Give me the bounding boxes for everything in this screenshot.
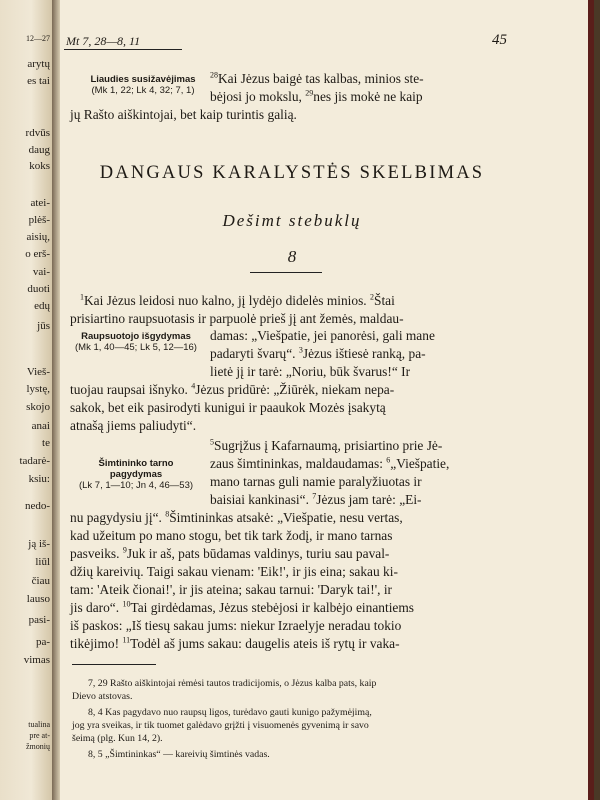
- verse-text: pasveiks.: [70, 546, 120, 561]
- side-note-ref: (Mk 1, 40—45; Lk 5, 12—16): [75, 342, 197, 353]
- verse-line: [210, 455, 449, 473]
- verse-text: Juk ir aš, pats būdamas valdinys, turiu sau paval-: [126, 546, 390, 561]
- verse-text: prisiartino raupsuotasis ir parpuolė prieš jį ant žemės, maldau-: [70, 311, 404, 326]
- left-page-text-fragment: rdvūs: [25, 127, 50, 139]
- left-page-text-fragment: vai-: [32, 266, 50, 278]
- verse-text: lietė jį ir tarė: „Noriu, būk švarus!“ Ir: [210, 364, 411, 379]
- footnote-line: jog yra sveikas, ir tik tuomet galėdavo grįžti į visuomenės gyvenimą ir savo: [72, 720, 369, 731]
- verse-line: [210, 491, 422, 509]
- verse-line: [70, 509, 403, 527]
- verse-number: 6: [386, 455, 391, 465]
- left-page-text-fragment: edų: [34, 300, 50, 312]
- left-page-text-fragment: ją iš-: [28, 538, 50, 550]
- verse-text: Kai Jėzus baigė tas kalbas, minios ste-: [218, 71, 424, 86]
- verse-number: 11: [122, 635, 131, 645]
- verse-text: tam: 'Ateik čionai!', ir jis ateina; sakau tarnui: 'Daryk tai!', ir: [70, 582, 392, 597]
- verse-line: [210, 437, 442, 455]
- verse-text: nes jis mokė ne kaip: [313, 89, 423, 104]
- verse-line: [80, 292, 395, 310]
- left-page-text-fragment: jūs: [37, 320, 50, 332]
- side-note-title: Liaudies susižavėjimas: [90, 74, 196, 85]
- left-page-text-fragment: skojo: [26, 401, 50, 413]
- side-note-title: Šimtininko tarno pagydymas: [98, 458, 174, 480]
- left-page-text-fragment: arytų: [27, 58, 50, 70]
- left-page-text-fragment: pre at-: [29, 731, 50, 740]
- verse-text: jų Rašto aiškintojai, bet kaip turintis galią.: [70, 107, 297, 122]
- left-page-text-fragment: duoti: [27, 283, 50, 295]
- side-note-ref: (Mk 1, 22; Lk 4, 32; 7, 1): [91, 85, 195, 96]
- verse-text: kad užeitum po mano stogu, bet tik tark žodį, ir mano tarnas: [70, 528, 393, 543]
- side-note-title: Raupsuotojo išgydymas: [81, 331, 191, 342]
- verse-line: [70, 599, 414, 617]
- book-gutter: [52, 0, 60, 800]
- verse-line: [70, 635, 400, 653]
- verse-line: [70, 563, 398, 581]
- verse-text: damas: „Viešpatie, jei panorėsi, gali mane: [210, 328, 435, 343]
- left-page-text-fragment: te: [42, 437, 50, 449]
- verse-line: [210, 345, 426, 363]
- side-note: [72, 331, 200, 353]
- footnote-line: 7, 29 Rašto aiškintojai rėmėsi tautos tradicijomis, o Jėzus kalba pats, kaip: [88, 678, 377, 689]
- verse-text: Jėzus ištiesė ranką, pa-: [302, 346, 426, 361]
- footnote-line: Dievo atstovas.: [72, 691, 133, 702]
- left-page-text-fragment: daug: [28, 144, 50, 156]
- left-page-text-fragment: lystę,: [26, 383, 50, 395]
- left-page-text-fragment: vimas: [23, 654, 50, 666]
- left-page-text-fragment: ksiu:: [28, 473, 50, 485]
- section-subtitle: Dešimt stebuklų: [222, 211, 362, 230]
- verse-line: [70, 545, 389, 563]
- left-page-text-fragment: es tai: [27, 75, 50, 87]
- verse-text: Štai: [374, 293, 395, 308]
- left-page-text-fragment: pa-: [35, 636, 50, 648]
- left-page-text-fragment: aisių,: [26, 231, 50, 243]
- left-page-text-fragment: o erš-: [25, 248, 50, 260]
- verse-line: [70, 527, 392, 545]
- left-page-text-fragment: atei-: [30, 197, 50, 209]
- verse-number: 10: [122, 599, 131, 609]
- verse-number: 5: [210, 437, 214, 447]
- footnote-rule: [72, 664, 156, 665]
- verse-text: padaryti švarų“.: [210, 346, 296, 361]
- left-page-text-fragment: plėš-: [28, 214, 50, 226]
- verse-text: nu pagydysiu jį“.: [70, 510, 162, 525]
- verse-text: sakok, bet eik pasirodyti kunigui ir paaukok Mozės įsakytą: [70, 400, 386, 415]
- footnote-line: 8, 5 „Šimtininkas“ — kareivių šimtinės vadas.: [88, 749, 270, 760]
- chapter-rule: [250, 272, 322, 273]
- footnote-line: 8, 4 Kas pagydavo nuo raupsų ligos, turėdavo gauti kunigo pažymėjimą,: [88, 707, 372, 718]
- verse-text: iš paskos: „Iš tiesų sakau jums: niekur Izraelyje neradau tokio: [70, 618, 402, 633]
- verse-line: [70, 381, 394, 399]
- verse-text: atnašą jiems paliudyti“.: [70, 418, 197, 433]
- verse-text: mano tarnas guli namie paralyžiuotas ir: [210, 474, 422, 489]
- verse-line: [70, 417, 196, 435]
- verse-text: Jėzus pridūrė: „Žiūrėk, niekam nepa-: [195, 382, 395, 397]
- verse-line: [210, 70, 424, 88]
- left-page-text-fragment: žmonių: [26, 742, 50, 751]
- side-note: [68, 74, 218, 96]
- book-page: [60, 0, 594, 800]
- verse-number: 7: [312, 491, 317, 501]
- verse-line: [210, 473, 422, 491]
- header-rule: [64, 49, 182, 50]
- chapter-number: 8: [287, 247, 297, 266]
- left-page-edge: [0, 0, 52, 800]
- verse-number: 2: [370, 292, 375, 302]
- verse-number: 28: [210, 70, 218, 80]
- verse-line: [210, 88, 423, 106]
- verse-number: 29: [305, 88, 314, 98]
- section-title: DANGAUS KARALYSTĖS SKELBIMAS: [99, 163, 485, 183]
- left-page-text-fragment: 12—27: [26, 34, 50, 43]
- verse-line: [70, 581, 392, 599]
- verse-text: „Viešpatie,: [390, 456, 450, 471]
- left-page-text-fragment: koks: [29, 160, 50, 172]
- footnote-line: šeimą (plg. Kun 14, 2).: [72, 733, 163, 744]
- left-page-text-fragment: anai: [31, 420, 50, 432]
- verse-number: 9: [122, 545, 127, 555]
- left-page-text-fragment: tualina: [28, 720, 50, 729]
- verse-text: Šimtininkas atsakė: „Viešpatie, nesu vertas,: [169, 510, 403, 525]
- verse-text: Todėl aš jums sakau: daugelis ateis iš rytų ir vaka-: [130, 636, 400, 651]
- verse-text: Kai Jėzus leidosi nuo kalno, jį lydėjo didelės minios.: [84, 293, 367, 308]
- side-note-ref: (Lk 7, 1—10; Jn 4, 46—53): [78, 480, 194, 491]
- verse-text: tikėjimo!: [70, 636, 120, 651]
- left-page-text-fragment: lauso: [26, 593, 50, 605]
- verse-text: jis daro“.: [70, 600, 120, 615]
- verse-line: [210, 327, 435, 345]
- verse-line: [70, 399, 386, 417]
- verse-text: bėjosi jo mokslu,: [210, 89, 302, 104]
- verse-number: 8: [165, 509, 170, 519]
- left-page-text-fragment: Vieš-: [26, 366, 50, 378]
- left-page-text-fragment: čiau: [31, 575, 50, 587]
- verse-number: 3: [298, 345, 303, 355]
- verse-line: [210, 363, 410, 381]
- verse-text: baisiai kankinasi“.: [210, 492, 309, 507]
- verse-number: 4: [191, 381, 196, 391]
- verse-text: Sugrįžus į Kafarnaumą, prisiartino prie Jė-: [214, 438, 443, 453]
- verse-text: džių kareivių. Taigi sakau vienam: 'Eik!', ir jis eina; sakau ki-: [70, 564, 398, 579]
- book-cover-edge: [588, 0, 594, 800]
- page-number: 45: [492, 32, 507, 48]
- verse-number: 1: [80, 292, 84, 302]
- left-page-text-fragment: pasi-: [28, 614, 50, 626]
- left-page-text-fragment: tadarė-: [19, 455, 50, 467]
- verse-line: [70, 106, 297, 124]
- verse-text: Jėzus jam tarė: „Ei-: [316, 492, 422, 507]
- verse-text: tuojau raupsai išnyko.: [70, 382, 188, 397]
- verse-line: [70, 617, 401, 635]
- left-page-text-fragment: liūl: [35, 556, 50, 568]
- verse-text: zaus šimtininkas, maldaudamas:: [210, 456, 383, 471]
- side-note: [72, 458, 200, 491]
- verse-line: [70, 310, 404, 328]
- left-page-text-fragment: nedo-: [24, 500, 50, 512]
- running-header-reference: Mt 7, 28—8, 11: [66, 34, 141, 48]
- verse-text: Tai girdėdamas, Jėzus stebėjosi ir kalbėjo einantiems: [130, 600, 414, 615]
